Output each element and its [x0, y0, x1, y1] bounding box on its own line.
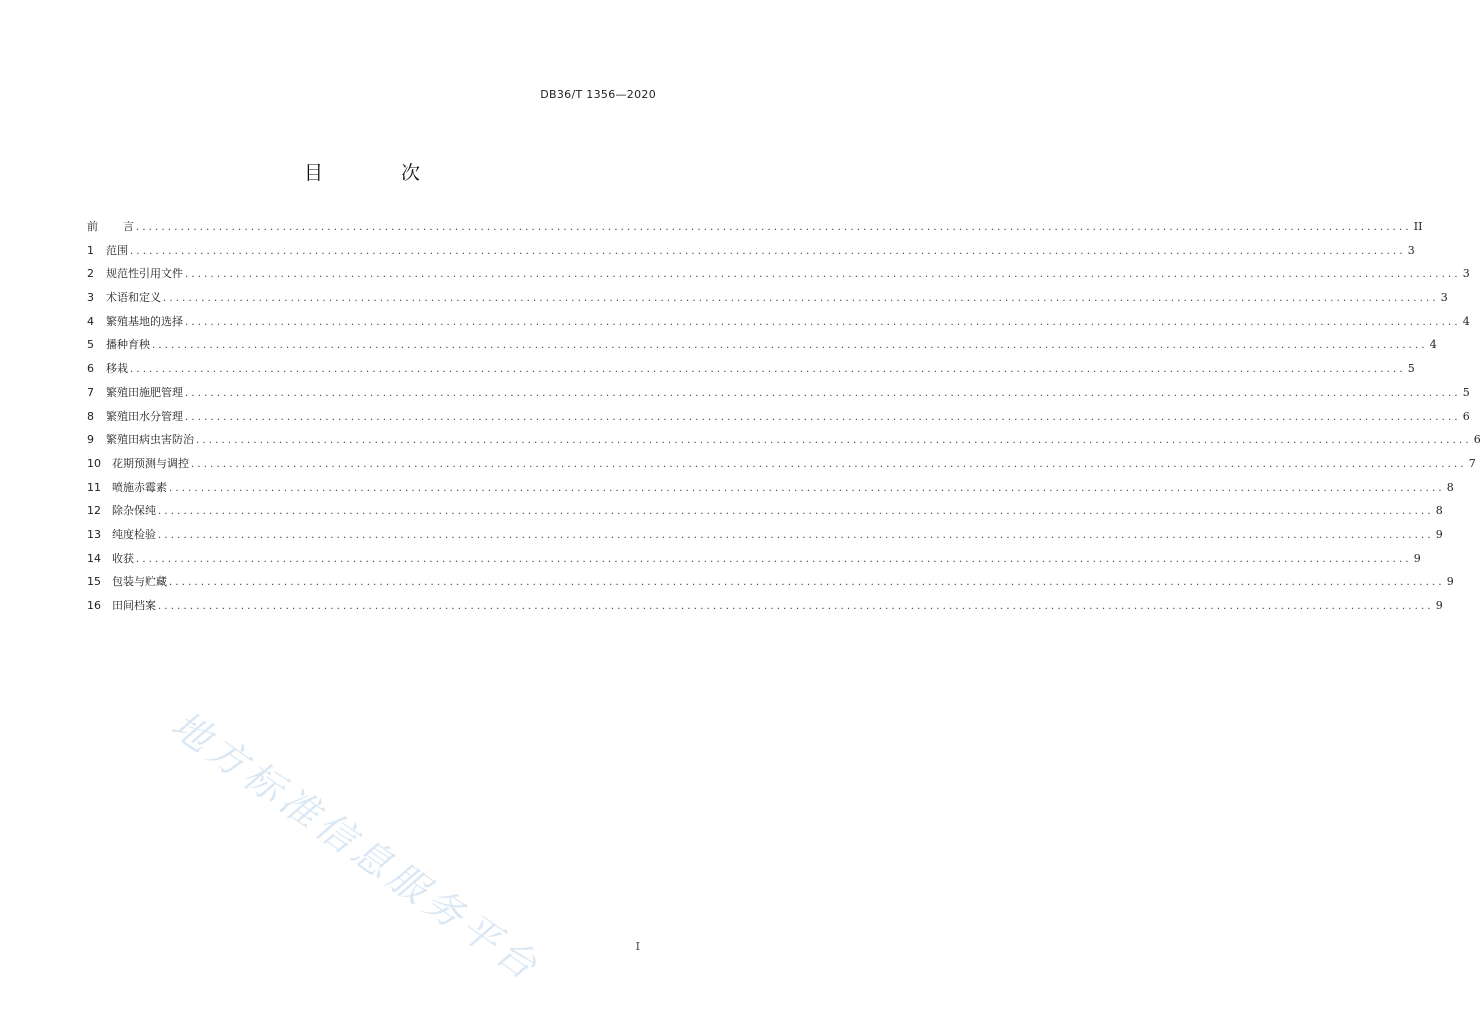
- toc-entry-number: 8: [87, 409, 94, 423]
- toc-dot-leader: ........................................................................................................................................................................................................: [158, 506, 1434, 518]
- toc-dot-leader: ........................................................................................................................................................................................................: [191, 458, 1467, 470]
- document-code: DB36/T 1356—2020: [540, 88, 656, 101]
- toc-dot-leader: ........................................................................................................................................................................................................: [185, 387, 1461, 399]
- toc-title: 目 次: [303, 162, 457, 184]
- toc-entry[interactable]: [87, 573, 1454, 597]
- toc-entry-number: 前: [87, 220, 98, 233]
- toc-entry[interactable]: [87, 313, 1470, 337]
- toc-entry[interactable]: [87, 408, 1470, 432]
- toc-entry-page: 6: [1462, 409, 1470, 423]
- toc-entry-number: 6: [87, 362, 94, 376]
- toc-entry-label: 言: [123, 220, 134, 233]
- toc-dot-leader: ........................................................................................................................................................................................................: [130, 245, 1406, 257]
- toc-entry-number: 4: [87, 314, 94, 328]
- toc-entry-label: 范围: [106, 243, 128, 257]
- table-of-contents: [87, 218, 1481, 621]
- toc-entry[interactable]: [87, 289, 1448, 313]
- toc-entry-label: 收获: [112, 551, 134, 565]
- toc-entry[interactable]: [87, 431, 1481, 455]
- toc-entry-page: 3: [1440, 291, 1448, 305]
- toc-entry-page: 8: [1435, 504, 1443, 518]
- toc-entry-label: 繁殖田病虫害防治: [106, 433, 194, 447]
- toc-entry[interactable]: [87, 336, 1437, 360]
- toc-entry-number: 7: [87, 385, 94, 399]
- toc-entry-label: 术语和定义: [106, 291, 161, 305]
- toc-entry-page: 9: [1435, 527, 1443, 541]
- toc-entry-label: 包装与贮藏: [112, 575, 167, 589]
- toc-entry-label: 繁殖田施肥管理: [106, 385, 183, 399]
- toc-dot-leader: ........................................................................................................................................................................................................: [169, 482, 1445, 494]
- toc-entry-label: 繁殖基地的选择: [106, 314, 183, 328]
- toc-entry-number: 3: [87, 291, 94, 305]
- toc-entry[interactable]: [87, 242, 1415, 266]
- page-number: I: [635, 940, 640, 953]
- toc-dot-leader: ........................................................................................................................................................................................................: [130, 364, 1406, 376]
- toc-entry-number: 5: [87, 338, 94, 352]
- toc-entry-number: 13: [87, 527, 101, 541]
- toc-entry-page: 5: [1407, 362, 1415, 376]
- toc-entry-label: 移栽: [106, 362, 128, 376]
- toc-entry-page: 6: [1473, 433, 1481, 447]
- toc-entry-page: 3: [1407, 243, 1415, 257]
- toc-entry-page: 8: [1446, 480, 1454, 494]
- toc-dot-leader: ........................................................................................................................................................................................................: [158, 601, 1434, 612]
- toc-dot-leader: ........................................................................................................................................................................................................: [152, 340, 1428, 352]
- toc-entry-label: 繁殖田水分管理: [106, 409, 183, 423]
- toc-entry[interactable]: [87, 479, 1454, 503]
- toc-entry[interactable]: [87, 455, 1476, 479]
- toc-entry-label: 花期预测与调控: [112, 456, 189, 470]
- toc-entry-page: 4: [1429, 338, 1437, 352]
- toc-entry-page: 9: [1413, 551, 1421, 565]
- toc-entry-number: 9: [87, 433, 94, 447]
- toc-entry-number: 16: [87, 599, 101, 612]
- toc-dot-leader: ........................................................................................................................................................................................................: [136, 553, 1412, 565]
- toc-entry-label: 田间档案: [112, 599, 156, 612]
- toc-entry[interactable]: [87, 360, 1415, 384]
- toc-entry-label: 喷施赤霉素: [112, 480, 167, 494]
- toc-entry-number: 10: [87, 456, 101, 470]
- toc-entry-number: 11: [87, 480, 101, 494]
- toc-entry[interactable]: [87, 597, 1443, 621]
- toc-entry-page: 3: [1462, 267, 1470, 281]
- toc-entry-label: 播种育秧: [106, 338, 150, 352]
- toc-dot-leader: ........................................................................................................................................................................................................: [196, 435, 1472, 447]
- toc-entry-number: 2: [87, 267, 94, 281]
- toc-entry[interactable]: [87, 502, 1443, 526]
- toc-dot-leader: ........................................................................................................................................................................................................: [158, 529, 1434, 541]
- toc-entry[interactable]: [87, 384, 1470, 408]
- toc-entry-page: 7: [1468, 456, 1476, 470]
- toc-entry-number: 1: [87, 243, 94, 257]
- toc-entry[interactable]: [87, 218, 1423, 242]
- toc-dot-leader: ........................................................................................................................................................................................................: [136, 222, 1412, 233]
- toc-dot-leader: ........................................................................................................................................................................................................: [185, 316, 1461, 328]
- toc-entry-page: 9: [1446, 575, 1454, 589]
- toc-entry-page: 4: [1462, 314, 1470, 328]
- toc-entry-page: II: [1413, 220, 1423, 233]
- toc-entry[interactable]: [87, 550, 1421, 574]
- toc-entry-label: 规范性引用文件: [106, 267, 183, 281]
- toc-entry-label: 除杂保纯: [112, 504, 156, 518]
- toc-dot-leader: ........................................................................................................................................................................................................: [185, 269, 1461, 281]
- toc-entry-label: 纯度检验: [112, 527, 156, 541]
- toc-entry-number: 15: [87, 575, 101, 589]
- toc-entry-number: 12: [87, 504, 101, 518]
- toc-entry-page: 5: [1462, 385, 1470, 399]
- toc-dot-leader: ........................................................................................................................................................................................................: [163, 293, 1439, 305]
- toc-dot-leader: ........................................................................................................................................................................................................: [185, 411, 1461, 423]
- toc-entry-number: 14: [87, 551, 101, 565]
- toc-entry[interactable]: [87, 265, 1470, 289]
- toc-entry[interactable]: [87, 526, 1443, 550]
- watermark: 地方标准信息服务平台: [163, 702, 550, 991]
- toc-dot-leader: ........................................................................................................................................................................................................: [169, 577, 1445, 589]
- toc-entry-page: 9: [1435, 599, 1443, 612]
